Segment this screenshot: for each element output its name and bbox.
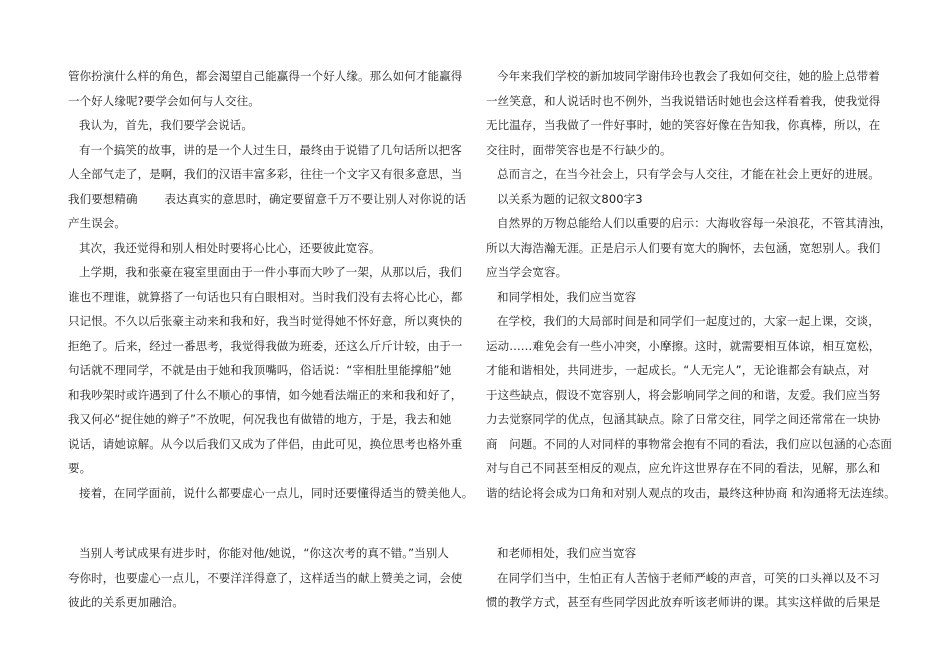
paragraph-line: 一丝笑意，和人说话时也不例外，当我说错话时她也会这样看着我，使我觉得 (486, 93, 881, 108)
paragraph-line: 今年来我们学校的新加坡同学谢伟玲也教会了我如何交往，她的脸上总带着 (497, 69, 880, 83)
paragraph-line: 彼此的关系更加融洽。 (68, 595, 184, 609)
left-column (68, 64, 474, 615)
paragraph-line: 所以大海浩瀚无涯。正是启示人们要有宽大的胸怀，去包涵，宽恕别人。我们 (486, 240, 881, 255)
paragraph-line: 其次，我还觉得和别人相处时要将心比心，还要彼此宽容。 (79, 240, 381, 255)
paragraph-line: 产生误会。 (68, 216, 126, 230)
paragraph-line: 对与自己不同甚至相反的观点，应允许这世界存在不同的看法，见解，那么和 (486, 461, 881, 475)
paragraph-line: 商 问题。不同的人对同样的事物常会抱有不同的看法，我们应以包涵的心态面 (486, 436, 892, 451)
paragraph-line: 管你扮演什么样的角色，都会渴望自己能赢得一个好人缘。那么如何才能赢得 (68, 69, 463, 83)
paragraph-line: 上学期，我和张豪在寝室里面由于一件小事而大吵了一架，从那以后，我们 (79, 265, 462, 279)
right-column (486, 64, 896, 615)
paragraph-line: 自然界的万物总能给人们以重要的启示：大海收容每一朵浪花，不管其清浊， (497, 216, 892, 230)
paragraph-line: 总而言之，在当今社会上，只有学会与人交往，才能在社会上更好的进展。 (497, 167, 880, 181)
paragraph-line: 谁也不理谁，就算搭了一句话也只有白眼相对。当时我们没有去将心比心，都 (68, 289, 463, 304)
paragraph-line: 交往时，面带笑容也是不行缺少的。 (486, 142, 672, 157)
paragraph-line: 有一个搞笑的故事，讲的是一个人过生日，最终由于说错了几句话所以把客 (79, 142, 462, 157)
section-heading: 以关系为题的记叙文800字3 (497, 191, 643, 206)
paragraph-line: 应当学会宽容。 (486, 265, 568, 279)
paragraph-line: 运动……难免会有一些小冲突，小摩擦。这时，就需要相互体谅，相互宽松， (486, 338, 881, 353)
paragraph-line: 在学校，我们的大局部时间是和同学们一起度过的，大家一起上课，交谈， (497, 314, 880, 328)
paragraph-line: 和我吵架时或许遇到了什么不顺心的事情，如今她看法端正的来和我和好了， (68, 387, 463, 402)
paragraph-line: 当别人考试成果有进步时，你能对他/她说，“你这次考的真不错。”当别人 (79, 546, 449, 560)
paragraph-line: 只记恨。不久以后张豪主动来和我和好，我当时觉得她不怀好意，所以爽快的 (68, 314, 463, 328)
paragraph-line: 接着，在同学面前，说什么都要虚心一点儿，同时还要懂得适当的赞美他人。 (79, 485, 474, 500)
paragraph-line: 我们要想精确 表达真实的意思时，确定要留意千万不要让别人对你说的话 (68, 191, 467, 206)
paragraph-line: 要。 (68, 461, 92, 475)
paragraph-line: 无比温存，当我做了一件好事时，她的笑容好像在告知我，你真棒，所以，在 (486, 118, 881, 132)
paragraph-line: 我又何必“捉住她的辫子”不放呢，何况我也有做错的地方，于是，我去和她 (68, 412, 452, 426)
paragraph-line: 在同学们当中，生怕正有人苦恼于老师严峻的声音，可笑的口头禅以及不习 (497, 570, 880, 585)
paragraph-line: 惯的教学方式，甚至有些同学因此放弃听该老师讲的课。其实这样做的后果是 (486, 595, 881, 609)
subheading: 和同学相处，我们应当宽容 (497, 289, 637, 304)
section-gap (486, 505, 881, 541)
paragraph-line: 于这些缺点，假设不宽容别人，将会影响同学之间的和谐，友爱。我们应当努 (486, 387, 881, 402)
paragraph-line: 力去觉察同学的优点，包涵其缺点。除了日常交往，同学之间还常常在一块协 (486, 412, 881, 426)
paragraph-line: 我认为，首先，我们要学会说话。 (79, 118, 253, 132)
paragraph-line: 才能和谐相处，共同进步，一起成长。“人无完人”，无论谁都会有缺点，对 (486, 363, 870, 377)
paragraph-line: 说话，请她谅解。从今以后我们又成为了伴侣，由此可见，换位思考也格外重 (68, 436, 463, 451)
paragraph-line: 人全部气走了，是啊，我们的汉语丰富多彩，往往一个文字又有很多意思，当 (68, 167, 463, 181)
paragraph-line: 句话就不理同学，不就是由于她和我顶嘴吗，俗话说：“宰相肚里能撑船”她 (68, 363, 452, 377)
paragraph-line: 夸你时，也要虚心一点儿，不要洋洋得意了，这样适当的献上赞美之词，会使 (68, 570, 463, 585)
section-gap (68, 505, 463, 541)
paragraph-line: 谐的结论将会成为口角和对别人观点的攻击，最终这种协商 和沟通将无法连续。 (486, 485, 896, 500)
subheading: 和老师相处，我们应当宽容 (497, 546, 637, 560)
paragraph-line: 一个好人缘呢?要学会如何与人交往。 (68, 93, 260, 108)
paragraph-line: 拒绝了。后来，经过一番思考，我觉得我做为班委，还这么斤斤计较，由于一 (68, 338, 463, 353)
